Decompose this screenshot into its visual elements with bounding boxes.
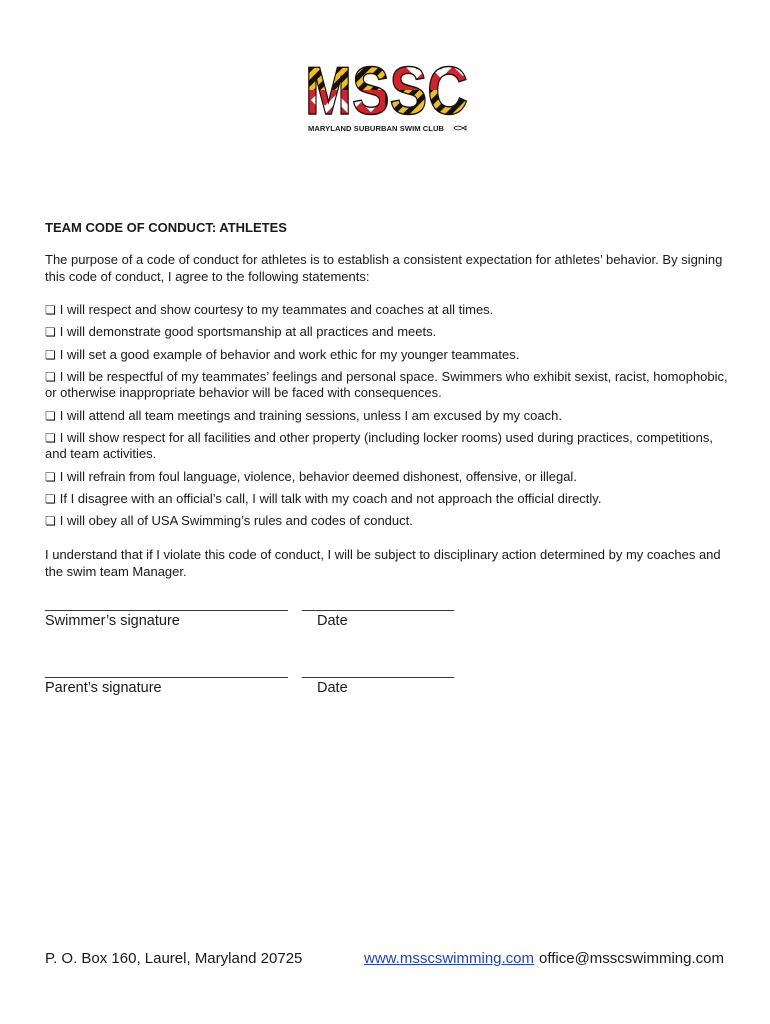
checkbox-icon: ❏	[45, 514, 56, 529]
list-item: ❏ I will respect and show courtesy to my teammates and coaches at all times.	[45, 302, 494, 317]
club-logo	[305, 56, 470, 138]
parent-signature-label: Parent’s signature	[45, 680, 162, 696]
website-link[interactable]: www.msscswimming.com	[364, 950, 535, 967]
list-item: ❏ I will show respect for all facilities and other property (including locker rooms) used during practices, competitions, and team activities.	[45, 429, 713, 462]
swimmer-signature-line[interactable]: ________________________________	[45, 595, 288, 611]
list-item: ❏ I will demonstrate good sportsmanship at all practices and meets.	[45, 324, 437, 340]
mssc-letters-graphic	[305, 56, 470, 124]
list-item: ❏ If I disagree with an official’s call, I will talk with my coach and not approach the official directly.	[45, 491, 602, 507]
list-item: ❏ I will obey all of USA Swimming’s rules and codes of conduct.	[45, 513, 413, 529]
swimmer-signature-label: Swimmer’s signature	[45, 613, 180, 629]
parent-date-line[interactable]: ____________________	[302, 662, 454, 678]
checkbox-icon: ❏	[45, 369, 56, 384]
logo-subtitle: MARYLAND SUBURBAN SWIM CLUB	[308, 124, 445, 133]
list-item: ❏ I will set a good example of behavior and work ethic for my younger teammates.	[45, 346, 520, 362]
statement-list	[45, 302, 735, 536]
checkbox-icon: ❏	[45, 303, 56, 317]
list-item: ❏ I will be respectful of my teammates’ feelings and personal space. Swimmers who exhibit sexist, racist, homophobic, or otherwise inappropriate behavior will be faced with consequences.	[45, 368, 728, 401]
closing-paragraph: I understand that if I violate this code of conduct, I will be subject to disciplinary action determined by my coaches and the swim team Manager.	[45, 547, 721, 579]
checkbox-icon: ❏	[45, 430, 56, 445]
list-item: ❏ I will attend all team meetings and training sessions, unless I am excused by my coach.	[45, 407, 562, 423]
svg-text:MSSC: MSSC	[305, 56, 468, 124]
swimmer-date-label: Date	[317, 613, 348, 629]
parent-date-label: Date	[317, 680, 348, 696]
document-title: TEAM CODE OF CONDUCT: ATHLETES	[45, 220, 287, 235]
checkbox-icon: ❏	[45, 325, 56, 340]
parent-signature-line[interactable]: ________________________________	[45, 662, 288, 678]
checkbox-icon: ❏	[45, 408, 56, 423]
list-item: ❏ I will refrain from foul language, violence, behavior deemed dishonest, offensive, or illegal.	[45, 468, 577, 484]
footer-email: office@msscswimming.com	[539, 950, 724, 967]
intro-paragraph: The purpose of a code of conduct for athletes is to establish a consistent expectation for athletes’ behavior. By signing this code of conduct, I agree to the following statements:	[45, 252, 723, 284]
swimmer-date-line[interactable]: ____________________	[302, 595, 454, 611]
checkbox-icon: ❏	[45, 347, 56, 362]
fish-icon	[453, 125, 467, 131]
checkbox-icon: ❏	[45, 469, 56, 484]
checkbox-icon: ❏	[45, 492, 56, 507]
footer-address: P. O. Box 160, Laurel, Maryland 20725	[45, 950, 303, 967]
